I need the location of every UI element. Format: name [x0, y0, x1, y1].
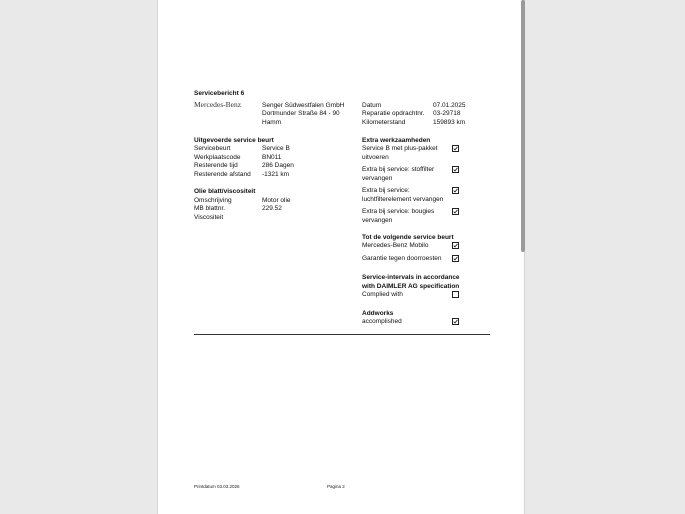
checkbox-checked[interactable] [452, 208, 459, 215]
next-service-item-label: Mercedes-Benz Mobilo [362, 242, 429, 249]
checkmark-icon [453, 167, 458, 172]
service-row-label: Servicebeurt [194, 145, 231, 152]
checkbox-checked[interactable] [452, 255, 459, 262]
checkmark-icon [453, 256, 458, 261]
mercedes-benz-logo: Mercedes-Benz [194, 100, 242, 109]
service-row-value: BN011 [262, 154, 282, 161]
meta-label: Datum [362, 102, 382, 109]
dealer-name: Senger Südwestfalen GmbH [262, 102, 345, 109]
extra-item-label: Extra bij service: bougies vervangen [362, 208, 435, 224]
next-service-heading: Tot de volgende service beurt [362, 234, 454, 241]
extra-item-label: Extra bij service: stoffilter vervangen [362, 166, 435, 182]
oil-row-label: Omschrijving [194, 197, 232, 204]
extra-section-heading: Extra werkzaamheden [362, 137, 431, 144]
meta-value: 159893 km [433, 119, 466, 126]
checkbox-checked[interactable] [452, 166, 459, 173]
document-page [157, 0, 525, 514]
service-row-label: Werkplaatscode [194, 154, 241, 161]
service-row-label: Resterende tijd [194, 162, 238, 169]
service-row-value: Service B [262, 145, 290, 152]
checkbox-checked[interactable] [452, 318, 459, 325]
checkmark-icon [453, 319, 458, 324]
service-row-label: Resterende afstand [194, 171, 251, 178]
page-number: Pagina 2 [327, 484, 345, 489]
checkmark-icon [453, 146, 458, 151]
next-service-item-label: Garantie tegen doorroesten [362, 255, 442, 262]
checkmark-icon [453, 209, 458, 214]
oil-row-value: 229.52 [262, 205, 282, 212]
report-title: Servicebericht 6 [194, 90, 245, 97]
extra-item-label: Service B met plus-pakket uitvoeren [362, 145, 438, 161]
divider-line [194, 334, 490, 335]
checkbox-checked[interactable] [452, 187, 459, 194]
intervals-heading: Service-intervals in accordance with DAIMLER AG specification [362, 274, 460, 290]
service-row-value: 286 Dagen [262, 162, 294, 169]
extra-item-label: Extra bij service: luchtfilterelement vervangen [362, 187, 444, 203]
addworks-item-label: accomplished [362, 318, 402, 325]
oil-row-value: Motor olie [262, 197, 291, 204]
print-date: Printdatum 03.03.2026 [194, 484, 240, 489]
dealer-street: Dortmunder Straße 84 - 90 [262, 110, 340, 117]
oil-section-heading: Olie blatt/viscositeit [194, 188, 256, 195]
checkbox-checked[interactable] [452, 242, 459, 249]
checkmark-icon [453, 243, 458, 248]
checkbox-unchecked[interactable] [452, 291, 459, 298]
meta-value: 07.01.2025 [433, 102, 466, 109]
checkmark-icon [453, 188, 458, 193]
service-section-heading: Uitgevoerde service beurt [194, 137, 274, 144]
intervals-item-label: Complied with [362, 291, 403, 298]
meta-label: Kilometerstand [362, 119, 406, 126]
service-row-value: -1321 km [262, 171, 290, 178]
checkbox-checked[interactable] [452, 145, 459, 152]
dealer-city: Hamm [262, 119, 282, 126]
vertical-scrollbar[interactable] [521, 0, 525, 252]
meta-value: 03-29718 [433, 110, 461, 117]
oil-row-label: MB blattnr. [194, 205, 226, 212]
meta-label: Reparatie opdrachtnr. [362, 110, 425, 117]
oil-row-label: Viscositeit [194, 214, 224, 221]
addworks-heading: Addworks [362, 310, 394, 317]
